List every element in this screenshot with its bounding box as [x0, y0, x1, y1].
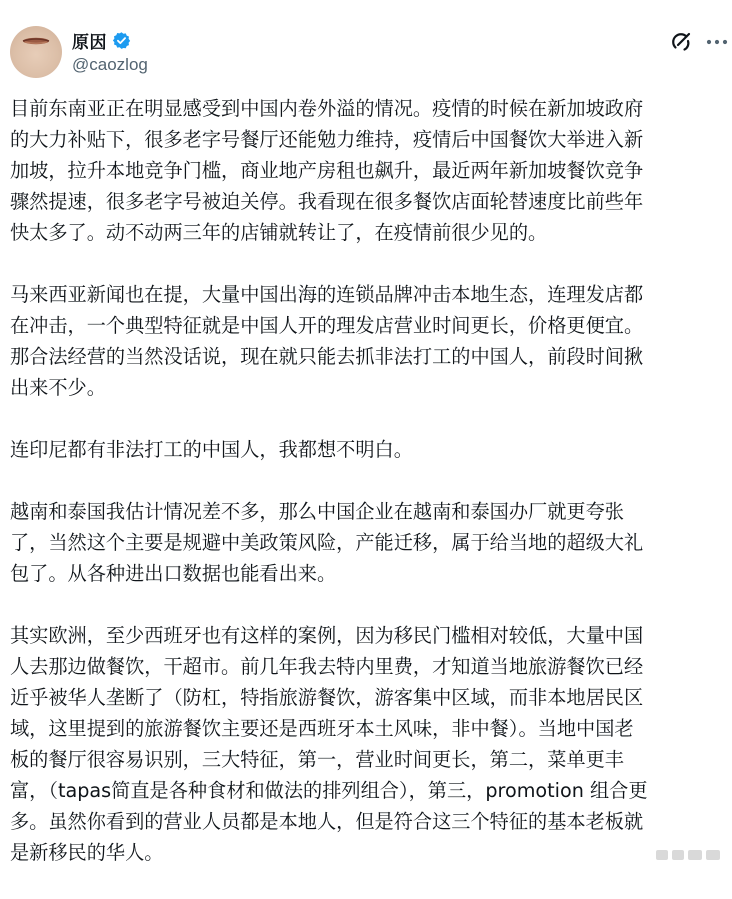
paragraph-line: 越南和泰国我估计情况差不多，那么中国企业在越南和泰国办厂就更夸张 — [10, 500, 624, 523]
paragraph-line: 目前东南亚正在明显感受到中国内卷外溢的情况。疫情的时候在新加坡政府 — [10, 97, 644, 120]
author-handle[interactable]: @caozlog — [72, 55, 148, 74]
avatar[interactable] — [10, 26, 62, 78]
author-name-row — [72, 28, 131, 52]
paragraph-line: 马来西亚新闻也在提，大量中国出海的连锁品牌冲击本地生态，连理发店都 — [10, 283, 644, 306]
paragraph-line: 包了。从各种进出口数据也能看出来。 — [10, 562, 337, 585]
paragraph-line: 富，（tapas简直是各种食材和做法的排列组合），第三，promotion 组合更 — [10, 779, 648, 802]
paragraph-line: 板的餐厅很容易识别，三大特征，第一，营业时间更长，第二，菜单更丰 — [10, 748, 624, 771]
paragraph-line: 连印尼都有非法打工的中国人，我都想不明白。 — [10, 438, 413, 461]
paragraph-line: 其实欧洲，至少西班牙也有这样的案例，因为移民门槛相对较低，大量中国 — [10, 624, 644, 647]
paragraph-line: 骤然提速，很多老字号被迫关停。我看现在很多餐饮店面轮替速度比前些年 — [10, 190, 644, 213]
paragraph-line: 人去那边做餐饮，干超市。前几年我去特内里费，才知道当地旅游餐饮已经 — [10, 655, 644, 678]
paragraph-line: 快太多了。动不动两三年的店铺就转让了，在疫情前很少见的。 — [10, 221, 548, 244]
post-paragraph — [10, 279, 726, 403]
post-paragraph — [10, 434, 726, 465]
paragraph-line: 域，这里提到的旅游餐饮主要还是西班牙本土风味，非中餐）。当地中国老 — [10, 717, 634, 740]
post-paragraph — [10, 93, 726, 248]
post-body-text — [10, 93, 726, 899]
paragraph-line: 是新移民的华人。 — [10, 841, 164, 864]
post-header — [10, 26, 722, 80]
avatar-image — [10, 26, 62, 78]
watermark-logo — [596, 844, 726, 866]
paragraph-line: 那合法经营的当然没话说，现在就只能去抓非法打工的中国人，前段时间揪 — [10, 345, 644, 368]
author-display-name[interactable]: 原因 — [72, 32, 107, 53]
paragraph-line: 多。虽然你看到的营业人员都是本地人，但是符合这三个特征的基本老板就 — [10, 810, 644, 833]
paragraph-line: 加坡，拉升本地竞争门槛，商业地产房租也飙升，最近两年新加坡餐饮竞争 — [10, 159, 644, 182]
more-options-icon[interactable] — [704, 30, 730, 54]
paragraph-line: 在冲击，一个典型特征就是中国人开的理发店营业时间更长，价格更便宜。 — [10, 314, 644, 337]
post-paragraph — [10, 496, 726, 589]
paragraph-line: 了，当然这个主要是规避中美政策风险，产能迁移，属于给当地的超级大礼 — [10, 531, 644, 554]
verified-badge-icon — [112, 31, 131, 50]
paragraph-line: 的大力补贴下，很多老字号餐厅还能勉力维持，疫情后中国餐饮大举进入新 — [10, 128, 644, 151]
paragraph-line: 出来不少。 — [10, 376, 106, 399]
paragraph-line: 近乎被华人垄断了（防杠，特指旅游餐饮，游客集中区域，而非本地居民区 — [10, 686, 644, 709]
post-paragraph — [10, 620, 726, 868]
grok-icon[interactable] — [669, 30, 693, 54]
